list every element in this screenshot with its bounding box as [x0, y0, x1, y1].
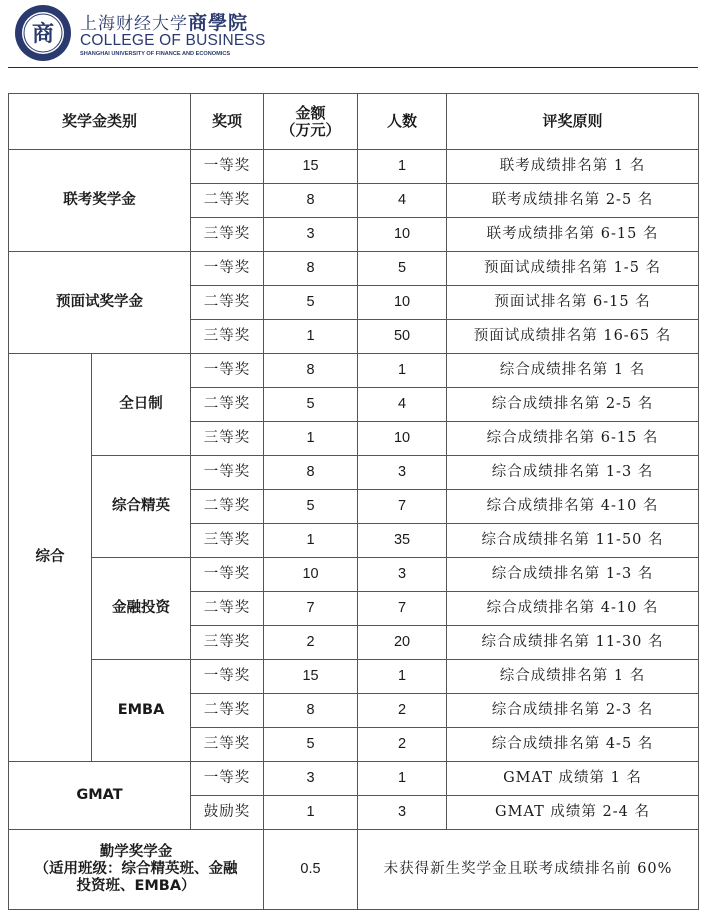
table-row: [9, 762, 699, 796]
award-level-cell: 二等奖: [191, 184, 264, 218]
rule-cell: 综合成绩排名第 4-10 名: [447, 490, 699, 524]
count-cell: 2: [358, 728, 447, 762]
subcategory-cell: 全日制: [92, 354, 191, 456]
english-university-name: SHANGHAI UNIVERSITY OF FINANCE AND ECONOMICS: [80, 51, 231, 57]
header-category: 奖学金类别: [9, 94, 191, 150]
count-cell: 7: [358, 490, 447, 524]
header-divider: [8, 67, 698, 68]
count-cell: 7: [358, 592, 447, 626]
table-row: [9, 558, 699, 592]
award-level-cell: 一等奖: [191, 150, 264, 184]
rule-cell: 综合成绩排名第 11-30 名: [447, 626, 699, 660]
rule-cell: 综合成绩排名第 1-3 名: [447, 558, 699, 592]
amount-cell: 5: [264, 388, 358, 422]
count-cell: 10: [358, 286, 447, 320]
count-cell: 3: [358, 456, 447, 490]
amount-cell: 1: [264, 524, 358, 558]
rule-cell: 联考成绩排名第 2-5 名: [447, 184, 699, 218]
rule-cell: 综合成绩排名第 2-5 名: [447, 388, 699, 422]
header-rule: 评奖原则: [447, 94, 699, 150]
diligence-scope-1: （适用班级：综合精英班、金融: [34, 861, 238, 877]
award-level-cell: 二等奖: [191, 592, 264, 626]
svg-text:商: 商: [31, 21, 55, 47]
award-level-cell: 一等奖: [191, 558, 264, 592]
amount-cell: 5: [264, 286, 358, 320]
chinese-school-name: [80, 8, 248, 35]
diligence-title: 勤学奖学金: [99, 844, 173, 860]
table-body: [9, 150, 699, 830]
rule-cell: 综合成绩排名第 4-5 名: [447, 728, 699, 762]
diligence-category: [9, 830, 264, 910]
table-row: [9, 150, 699, 184]
count-cell: 10: [358, 422, 447, 456]
category-cell: 预面试奖学金: [9, 252, 191, 354]
category-cell: 综合: [9, 354, 92, 762]
award-level-cell: 二等奖: [191, 490, 264, 524]
subcategory-cell: 综合精英: [92, 456, 191, 558]
award-level-cell: 三等奖: [191, 422, 264, 456]
award-level-cell: 一等奖: [191, 252, 264, 286]
table-row: [9, 252, 699, 286]
amount-cell: 1: [264, 796, 358, 830]
category-cell: 联考奖学金: [9, 150, 191, 252]
diligence-amount: 0.5: [264, 830, 358, 910]
diligence-scope-2: 投资班、EMBA）: [76, 878, 196, 894]
amount-cell: 10: [264, 558, 358, 592]
category-cell: GMAT: [9, 762, 191, 830]
award-level-cell: 一等奖: [191, 456, 264, 490]
scholarship-table: [8, 93, 699, 910]
count-cell: 4: [358, 388, 447, 422]
award-level-cell: 鼓励奖: [191, 796, 264, 830]
award-level-cell: 二等奖: [191, 286, 264, 320]
english-college-name: COLLEGE OF BUSINESS: [80, 32, 266, 49]
header-count: 人数: [358, 94, 447, 150]
table-row: [9, 354, 699, 388]
amount-cell: 15: [264, 150, 358, 184]
rule-cell: 综合成绩排名第 1-3 名: [447, 456, 699, 490]
rule-cell: GMAT 成绩第 1 名: [447, 762, 699, 796]
header-amount: [264, 94, 358, 150]
rule-cell: 联考成绩排名第 1 名: [447, 150, 699, 184]
diligence-row: [9, 830, 699, 910]
award-level-cell: 三等奖: [191, 218, 264, 252]
amount-cell: 8: [264, 184, 358, 218]
amount-cell: 8: [264, 252, 358, 286]
count-cell: 3: [358, 558, 447, 592]
award-level-cell: 一等奖: [191, 354, 264, 388]
award-level-cell: 三等奖: [191, 728, 264, 762]
diligence-rule: 未获得新生奖学金且联考成绩排名前 60%: [358, 830, 699, 910]
count-cell: 1: [358, 762, 447, 796]
award-level-cell: 一等奖: [191, 762, 264, 796]
rule-cell: 综合成绩排名第 4-10 名: [447, 592, 699, 626]
amount-cell: 8: [264, 354, 358, 388]
count-cell: 4: [358, 184, 447, 218]
award-level-cell: 二等奖: [191, 388, 264, 422]
amount-cell: 3: [264, 218, 358, 252]
amount-cell: 15: [264, 660, 358, 694]
cn-college: 商學院: [188, 12, 249, 34]
amount-cell: 7: [264, 592, 358, 626]
amount-cell: 1: [264, 320, 358, 354]
amount-cell: 2: [264, 626, 358, 660]
rule-cell: 综合成绩排名第 2-3 名: [447, 694, 699, 728]
count-cell: 1: [358, 354, 447, 388]
table-row: [9, 660, 699, 694]
award-level-cell: 二等奖: [191, 694, 264, 728]
rule-cell: 综合成绩排名第 1 名: [447, 660, 699, 694]
count-cell: 35: [358, 524, 447, 558]
award-level-cell: 三等奖: [191, 626, 264, 660]
count-cell: 20: [358, 626, 447, 660]
award-level-cell: 三等奖: [191, 524, 264, 558]
amount-cell: 3: [264, 762, 358, 796]
subcategory-cell: 金融投资: [92, 558, 191, 660]
page-header: [0, 0, 704, 70]
count-cell: 2: [358, 694, 447, 728]
count-cell: 50: [358, 320, 447, 354]
table-header-row: [9, 94, 699, 150]
award-level-cell: 三等奖: [191, 320, 264, 354]
header-level: 奖项: [191, 94, 264, 150]
count-cell: 10: [358, 218, 447, 252]
amount-cell: 5: [264, 490, 358, 524]
rule-cell: 综合成绩排名第 6-15 名: [447, 422, 699, 456]
rule-cell: GMAT 成绩第 2-4 名: [447, 796, 699, 830]
amount-cell: 5: [264, 728, 358, 762]
amount-cell: 1: [264, 422, 358, 456]
amount-cell: 8: [264, 456, 358, 490]
amount-cell: 8: [264, 694, 358, 728]
rule-cell: 预面试排名第 6-15 名: [447, 286, 699, 320]
rule-cell: 预面试成绩排名第 1-5 名: [447, 252, 699, 286]
table-row: [9, 456, 699, 490]
count-cell: 5: [358, 252, 447, 286]
rule-cell: 综合成绩排名第 1 名: [447, 354, 699, 388]
rule-cell: 联考成绩排名第 6-15 名: [447, 218, 699, 252]
college-seal-logo: [14, 4, 72, 62]
header-amount-line1: 金额: [295, 103, 326, 122]
count-cell: 3: [358, 796, 447, 830]
count-cell: 1: [358, 150, 447, 184]
rule-cell: 预面试成绩排名第 16-65 名: [447, 320, 699, 354]
subcategory-cell: EMBA: [92, 660, 191, 762]
header-amount-line2: （万元）: [280, 120, 341, 139]
award-level-cell: 一等奖: [191, 660, 264, 694]
rule-cell: 综合成绩排名第 11-50 名: [447, 524, 699, 558]
count-cell: 1: [358, 660, 447, 694]
cn-university: 上海财经大学: [80, 14, 188, 34]
